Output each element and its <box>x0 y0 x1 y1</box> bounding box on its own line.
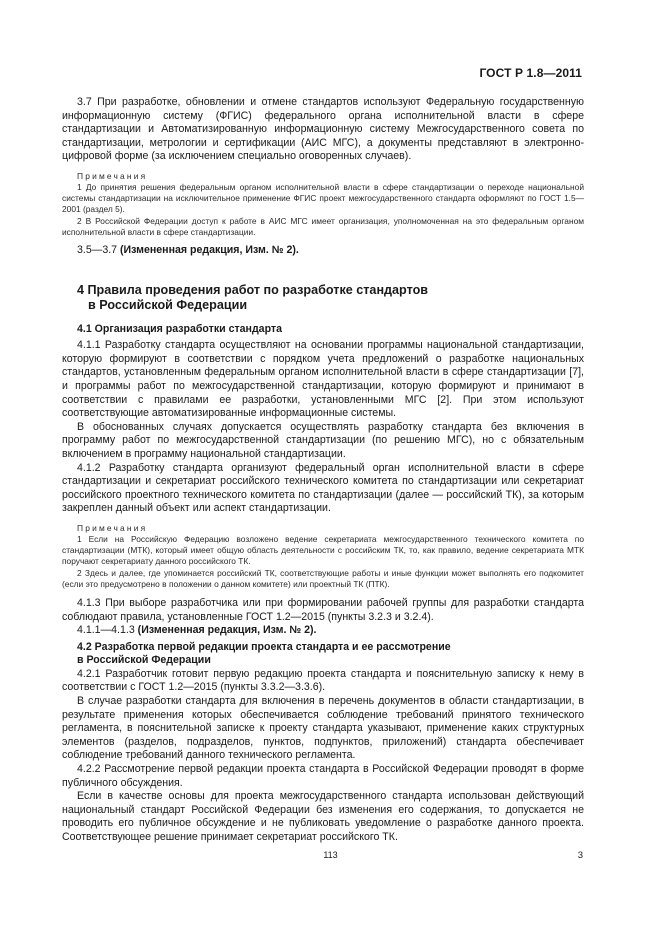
clause-4-1-1: 4.1.1 Разработку стандарта осуществляют на основании программы национальной стандартизации, которую формируют в соответствии с порядком учета предложений о разработке национальных стандартов, установленным федеральным органом исполнительной власти в сфере стандартизации [7], и программы работ по межгосударственной стандартизации, которую формируют и принимают в соответствии с правилами ее разработки, установленными МГС [2]. При этом используют соответствующие автоматизированные информационные системы. <box>62 339 584 420</box>
section-4-title-line-1: 4 Правила проведения работ по разработке стандартов <box>77 282 429 297</box>
notes-heading: Примечания <box>77 170 148 181</box>
amendment-range: 3.5—3.7 <box>77 243 118 256</box>
subsection-4-1-title-text: 4.1 Организация разработки стандарта <box>77 322 282 335</box>
amendment-range: 4.1.1—4.1.3 <box>77 624 135 637</box>
clause-4-2-1: 4.2.1 Разработчик готовит первую редакцию проекта стандарта и пояснительную записку к нему в соответствии с ГОСТ 1.2—2015 (пункты 3.3.2—3.3.6). <box>62 667 584 694</box>
note-2: 2 Здесь и далее, где упоминается российский ТК, соответствующие работы и иные функции может выполнять его подкомитет (если это предусмотрено в положении о данном комитете) или проектный ТК (ПТК). <box>62 567 584 589</box>
page-number-center: 113 <box>323 850 338 860</box>
amendment-text: (Измененная редакция, Изм. № 2). <box>137 624 317 637</box>
clause-4-1-3: 4.1.3 При выборе разработчика или при формировании рабочей группы для разработки стандарта соблюдают правила, установленные ГОСТ 1.2—2015 (пункты 3.2.3 и 3.2.4). <box>62 596 584 623</box>
clause-4-2-2-continued: Если в качестве основы для проекта межгосударственного стандарта использован действующий национальный стандарт Российской Федерации без изменения его содержания, то допускается не проводить его публичное обсуждение и не публиковать уведомление о разработке данного проекта. Соответствующее решение принимает секретариат российского ТК. <box>62 790 584 843</box>
subsection-4-1-title <box>62 323 584 337</box>
section-4-title-line-2: в Российской Федерации <box>88 298 248 313</box>
subsection-4-2-title-line-2: в Российской Федерации <box>77 654 211 667</box>
page-number-right: 3 <box>577 850 583 861</box>
note-1: 1 Если на Российскую Федерацию возложено ведение секретариата межгосударственного технического комитета по стандартизации (МТК), который имеет общую область деятельности с российским ТК, то, как правило, ведение секретариата МТК поручают секретариату данного российского ТК. <box>62 533 584 567</box>
amendment-note <box>62 624 584 638</box>
amendment-note <box>62 244 584 258</box>
standard-designation: ГОСТ Р 1.8—2011 <box>479 66 582 80</box>
note-2: 2 В Российской Федерации доступ к работе в АИС МГС имеет организация, уполномоченная на это федеральным органом исполнительной власти в сфере стандартизации. <box>62 215 584 237</box>
clause-4-1-1-continued: В обоснованных случаях допускается осуществлять разработку стандарта без включения в программу работ по межгосударственной стандартизации (по решению МГС), но с обязательным включением в программу национальной стандартизации. <box>62 420 584 460</box>
subsection-4-2-title-line-1: 4.2 Разработка первой редакции проекта стандарта и ее рассмотрение <box>77 640 451 653</box>
amendment-text: (Измененная редакция, Изм. № 2). <box>120 243 299 256</box>
clause-3-7: 3.7 При разработке, обновлении и отмене стандартов используют Федеральную государственную информационную систему (ФГИС) федерального органа исполнительной власти в сфере стандартизации и Автоматизированную информационную систему Межгосударственного совета по стандартизации, метрологии и сертификации (АИС МГС), а документы представляют в электронно-цифровой форме (за исключением специально оговоренных случаев). <box>62 96 584 163</box>
subsection-4-2-title <box>62 641 584 668</box>
clause-4-1-2: 4.1.2 Разработку стандарта организуют федеральный орган исполнительной власти в сфере стандартизации и секретариат российского технического комитета по стандартизации или секретариат российского проектного технического комитета по стандартизации (далее — российский ТК), за которым закреплен данный объект или аспект стандартизации. <box>62 461 584 515</box>
clause-4-2-2: 4.2.2 Рассмотрение первой редакции проекта стандарта в Российской Федерации проводят в форме публичного обсуждения. <box>62 763 584 789</box>
note-1: 1 До принятия решения федеральным органом исполнительной власти в сфере стандартизации о переходе национальной системы стандартизации на исключительное применение ФГИС проект межгосударственного стандарта оформляют по ГОСТ 1.5—2001 (раздел 5). <box>62 181 584 215</box>
section-4-title <box>62 283 584 314</box>
document-body <box>62 96 584 845</box>
notes-heading: Примечания <box>77 522 148 533</box>
clause-4-2-1-continued: В случае разработки стандарта для включения в перечень документов в области стандартизации, в результате применения которых обеспечивается соблюдение требований принятого технического регламента, в пояснительной записке к проекту стандарта указывают, применение каких структурных элементов (разделов, подразделов, пунктов, подпунктов, приложений) стандарта обеспечивает соблюдение требований данного технического регламента. <box>62 695 584 762</box>
